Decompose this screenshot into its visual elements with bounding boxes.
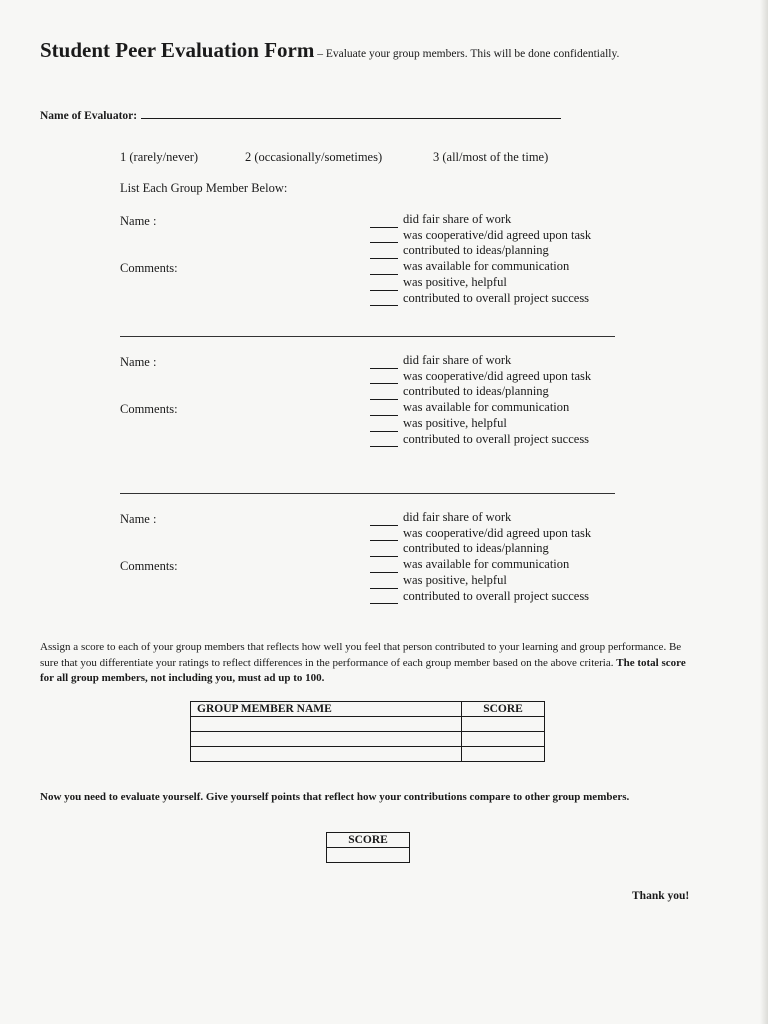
section-divider <box>120 336 615 337</box>
score-header: SCORE <box>462 702 545 717</box>
member-name-cell[interactable] <box>191 717 462 732</box>
rating-blank[interactable] <box>370 263 398 275</box>
scoring-instructions <box>40 640 700 687</box>
criteria-item <box>370 369 591 385</box>
closing-thank-you: Thank you! <box>632 890 690 902</box>
criteria-item <box>370 275 591 291</box>
member-name-label: Name : <box>120 355 157 369</box>
table-row <box>191 747 545 762</box>
rating-blank[interactable] <box>370 231 398 243</box>
criteria-item <box>370 573 591 589</box>
rating-blank[interactable] <box>370 388 398 400</box>
group-member-name-header: GROUP MEMBER NAME <box>191 702 462 717</box>
scoring-instructions-text: Assign a score to each of your group members that reflects how well you feel that person contributed to your learning and group performance. Be sure that you differentiate your ratings to reflect differences in the performance of each group member based on the above criteria. <box>40 641 682 669</box>
criteria-item <box>370 510 591 526</box>
criteria-label: was cooperative/did agreed upon task <box>403 368 592 383</box>
rating-blank[interactable] <box>370 420 398 432</box>
rating-blank[interactable] <box>370 592 398 604</box>
member-score-cell[interactable] <box>462 747 545 762</box>
criteria-label: was positive, helpful <box>403 572 507 587</box>
criteria-label: was positive, helpful <box>403 274 507 289</box>
rating-blank[interactable] <box>370 514 398 526</box>
criteria-list <box>370 353 591 447</box>
self-score-table <box>326 832 410 863</box>
rating-blank[interactable] <box>370 529 398 541</box>
rating-blank[interactable] <box>370 294 398 306</box>
form-title <box>40 38 619 63</box>
criteria-list <box>370 212 591 306</box>
page-edge-shadow <box>760 0 768 1024</box>
table-row <box>327 848 410 863</box>
table-header-row <box>327 833 410 848</box>
scale-option-3: 3 (all/most of the time) <box>433 150 549 164</box>
criteria-item <box>370 353 591 369</box>
scoring-instructions-bold: The total score for all group members, not including you, must ad up to 100. <box>40 656 686 684</box>
member-name-label: Name : <box>120 512 157 526</box>
table-row <box>191 717 545 732</box>
criteria-item <box>370 243 591 259</box>
member-score-cell[interactable] <box>462 717 545 732</box>
criteria-item <box>370 259 591 275</box>
table-header-row <box>191 702 545 717</box>
self-score-cell[interactable] <box>327 848 410 863</box>
criteria-item <box>370 416 591 432</box>
criteria-item <box>370 557 591 573</box>
member-name-label: Name : <box>120 214 157 228</box>
evaluator-label: Name of Evaluator: <box>40 110 138 122</box>
criteria-label: was available for communication <box>403 259 570 274</box>
criteria-label: contributed to ideas/planning <box>403 541 549 556</box>
scale-option-2: 2 (occasionally/sometimes) <box>245 150 383 164</box>
rating-blank[interactable] <box>370 279 398 291</box>
rating-blank[interactable] <box>370 247 398 259</box>
member-comments-label: Comments: <box>120 261 178 275</box>
member-comments-label: Comments: <box>120 402 178 416</box>
criteria-label: was positive, helpful <box>403 415 507 430</box>
self-score-header: SCORE <box>327 833 410 848</box>
criteria-item <box>370 400 591 416</box>
rating-blank[interactable] <box>370 216 398 228</box>
form-title-main: Student Peer Evaluation Form <box>40 38 315 62</box>
rating-blank[interactable] <box>370 545 398 557</box>
criteria-label: did fair share of work <box>403 510 512 524</box>
rating-blank[interactable] <box>370 561 398 573</box>
criteria-label: was cooperative/did agreed upon task <box>403 227 592 242</box>
criteria-item <box>370 589 591 605</box>
criteria-item <box>370 432 591 448</box>
section-divider <box>120 493 615 494</box>
criteria-label: contributed to overall project success <box>403 588 590 603</box>
form-title-subtitle: – Evaluate your group members. This will be done confidentially. <box>314 48 620 60</box>
rating-blank[interactable] <box>370 357 398 369</box>
criteria-label: contributed to ideas/planning <box>403 243 549 258</box>
criteria-label: was available for communication <box>403 400 570 415</box>
table-row <box>191 732 545 747</box>
criteria-item <box>370 526 591 542</box>
self-evaluation-instructions: Now you need to evaluate yourself. Give yourself points that reflect how your contributions compare to other group members. <box>40 791 630 803</box>
evaluator-row <box>40 106 561 122</box>
rating-blank[interactable] <box>370 404 398 416</box>
criteria-item <box>370 212 591 228</box>
criteria-label: was available for communication <box>403 557 570 572</box>
member-comments-label: Comments: <box>120 559 178 573</box>
criteria-label: contributed to overall project success <box>403 431 590 446</box>
list-heading: List Each Group Member Below: <box>120 181 288 195</box>
member-name-cell[interactable] <box>191 747 462 762</box>
member-score-cell[interactable] <box>462 732 545 747</box>
criteria-item <box>370 228 591 244</box>
criteria-label: did fair share of work <box>403 353 512 367</box>
member-name-cell[interactable] <box>191 732 462 747</box>
criteria-item <box>370 384 591 400</box>
rating-blank[interactable] <box>370 577 398 589</box>
scale-option-1: 1 (rarely/never) <box>120 150 199 164</box>
group-score-table <box>190 701 545 762</box>
criteria-item <box>370 291 591 307</box>
rating-blank[interactable] <box>370 435 398 447</box>
rating-blank[interactable] <box>370 372 398 384</box>
evaluator-name-field[interactable] <box>141 106 561 119</box>
criteria-item <box>370 541 591 557</box>
criteria-label: was cooperative/did agreed upon task <box>403 525 592 540</box>
criteria-label: did fair share of work <box>403 212 512 226</box>
criteria-label: contributed to ideas/planning <box>403 384 549 399</box>
criteria-label: contributed to overall project success <box>403 290 590 305</box>
criteria-list <box>370 510 591 604</box>
